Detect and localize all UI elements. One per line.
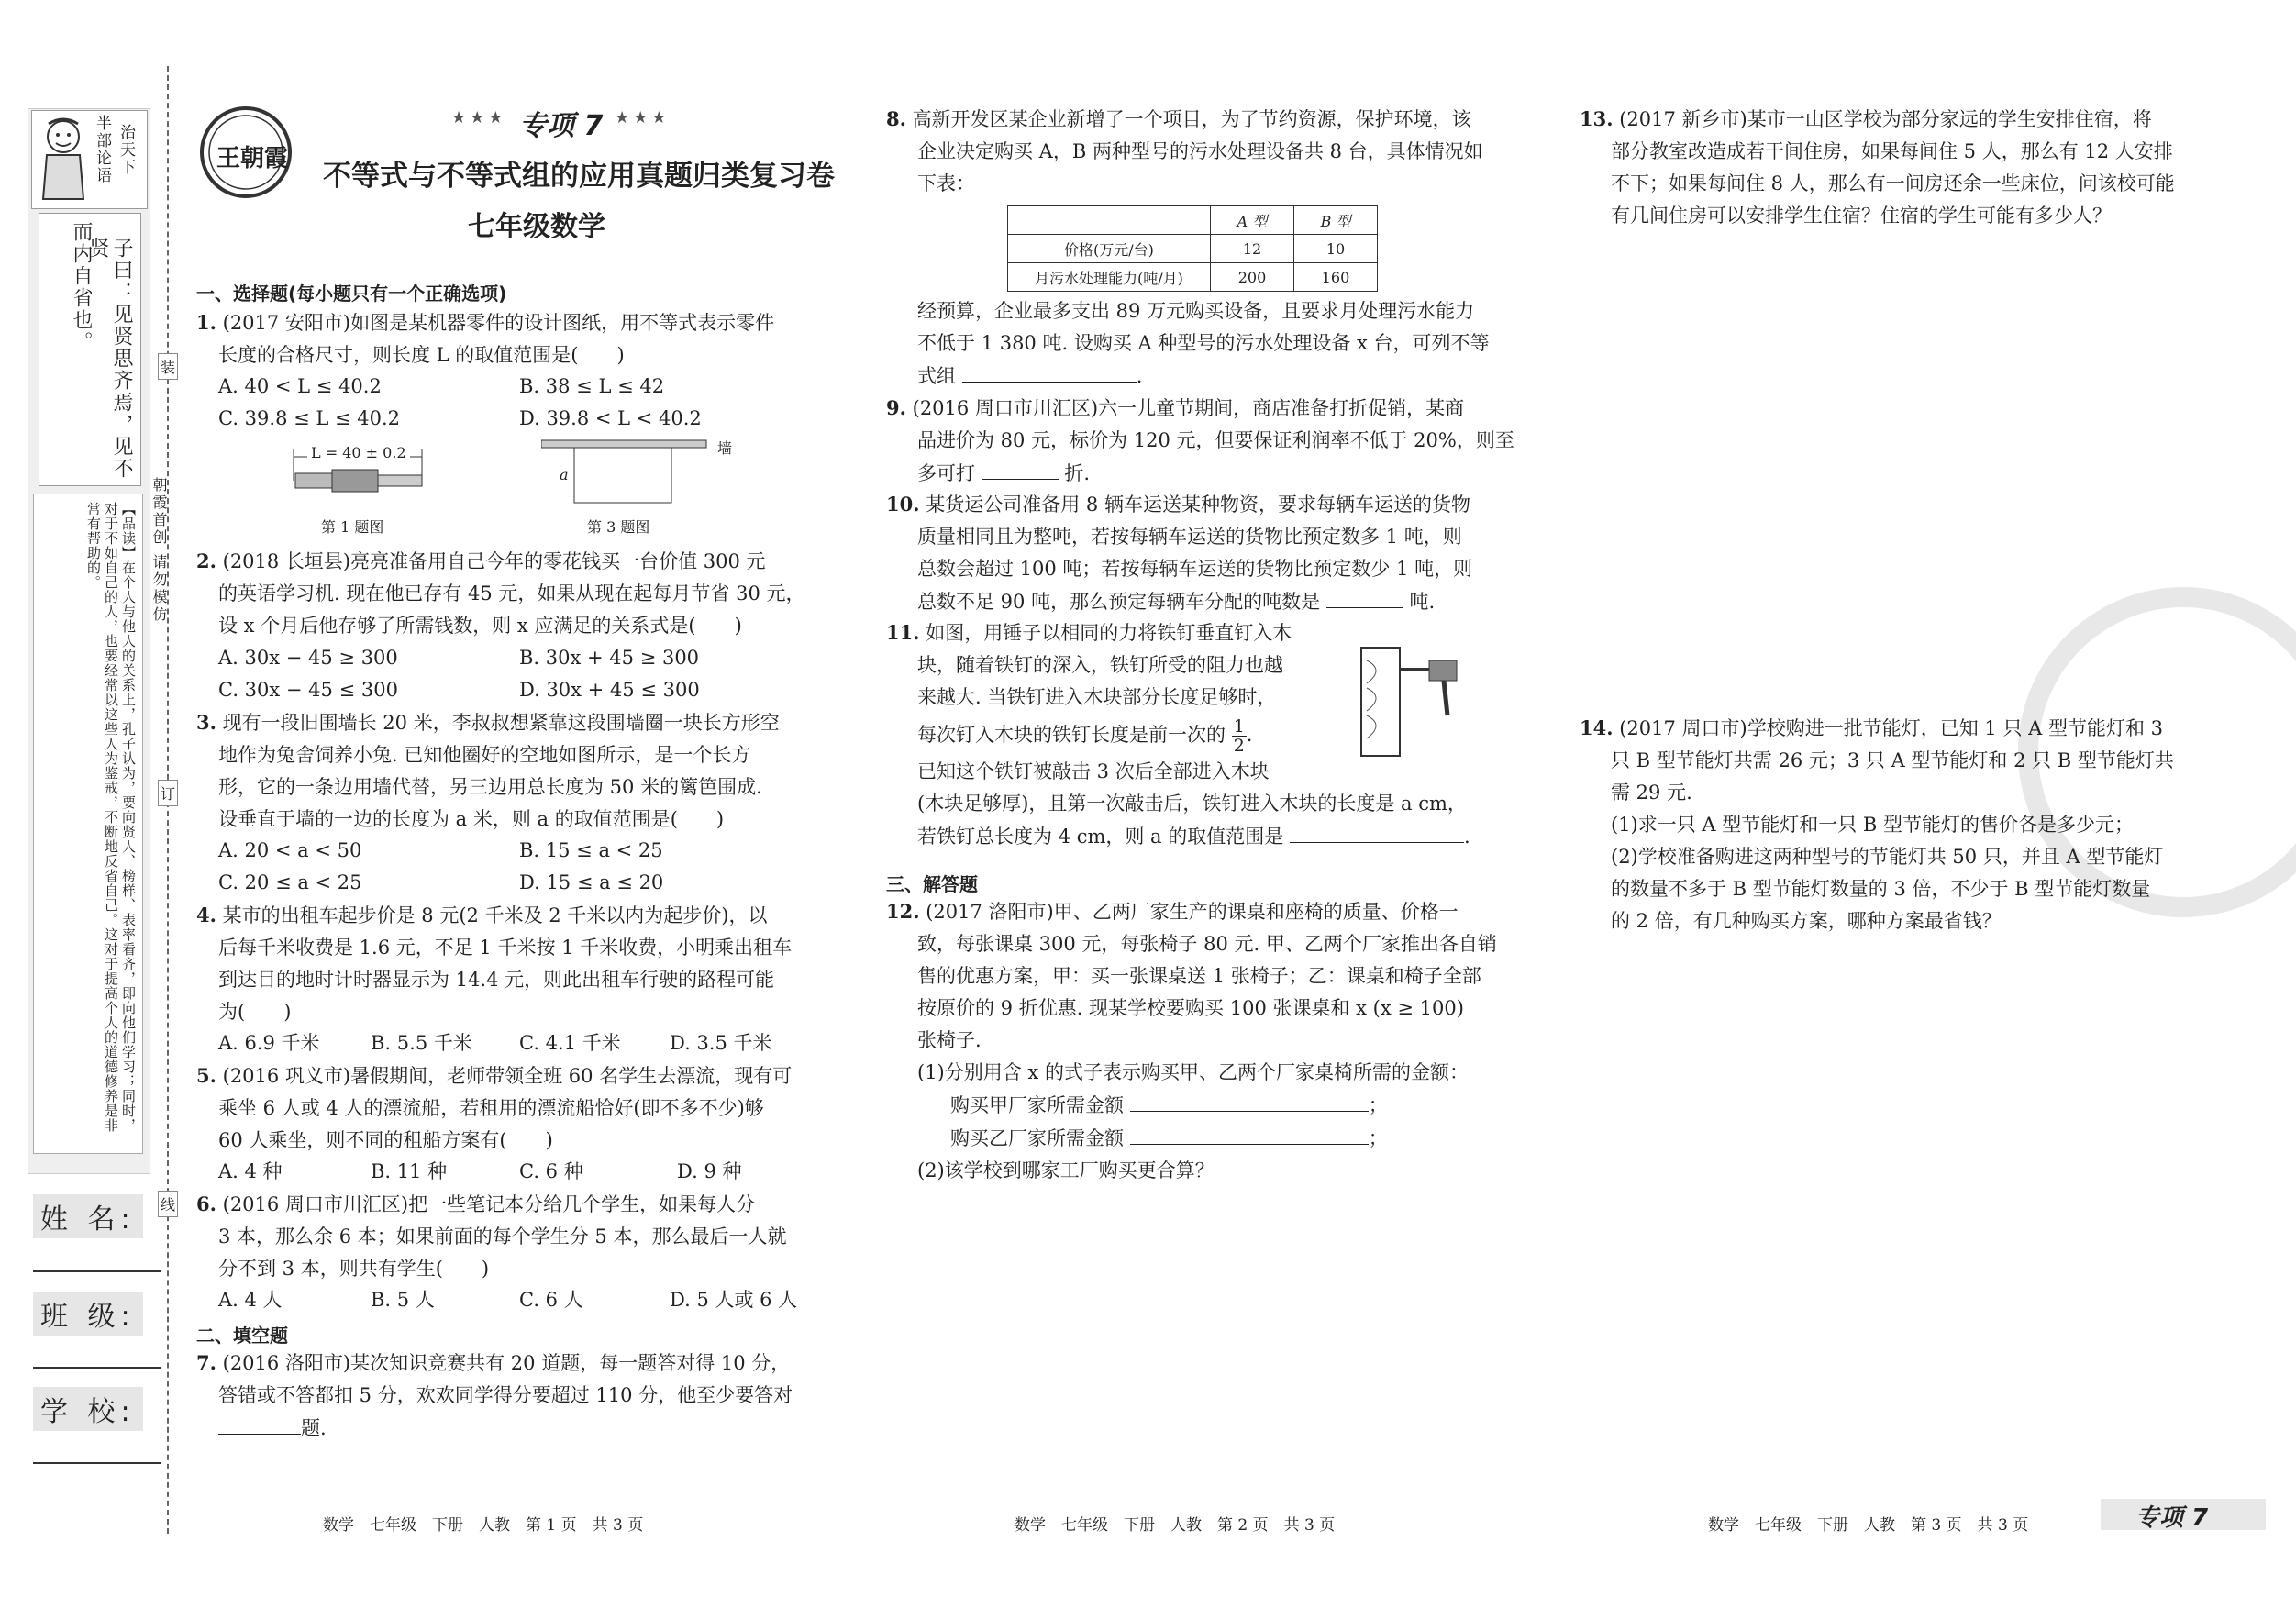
answer-blank-11[interactable] (1290, 820, 1464, 843)
option-6a: A. 4 人 (218, 1289, 283, 1311)
option-4c: C. 4.1 千米 (519, 1032, 621, 1054)
option-4a: A. 6.9 千米 (218, 1032, 320, 1054)
option-4d: D. 3.5 千米 (670, 1032, 772, 1054)
quote-text: 子曰：见贤思齐焉，见不贤 (86, 238, 133, 480)
option-2c: C. 30x − 45 ≤ 300 (218, 679, 398, 701)
question-4: 4. 某市的出租车起步价是 8 元(2 千米及 2 千米以内为起步价)，以 后每千米收费是 1.6 元，不足 1 千米按 1 千米收费，小明乘出租车 到达目的地时计时器显示为 14.4 元，则此出租车行驶的路程可能 为( ) (196, 904, 793, 1023)
question-8-cont: 经预算，企业最多支出 89 万元购买设备，且要求月处理污水能力 不低于 1 380 吨. 设购买 A 种型号的污水处理设备 x 台，可列不等 式组 . (917, 300, 1490, 387)
class-field[interactable] (33, 1367, 161, 1369)
option-6c: C. 6 人 (519, 1289, 583, 1311)
option-6b: B. 5 人 (371, 1289, 435, 1311)
confucius-cartoon-icon (38, 116, 89, 203)
figure-1-caption: 第 1 题图 (321, 518, 384, 536)
option-3b: B. 15 ≤ a < 25 (519, 839, 663, 861)
analects-logo (31, 110, 148, 209)
option-2b: B. 30x + 45 ≥ 300 (519, 647, 700, 669)
option-3d: D. 15 ≤ a ≤ 20 (519, 871, 664, 893)
school-field[interactable] (33, 1462, 161, 1464)
answer-blank-12a[interactable] (1130, 1089, 1369, 1112)
table-row: 月污水处理能力(吨/月) 200 160 (1008, 263, 1378, 292)
footer-topic-tag: 专项 7 (2135, 1504, 2209, 1532)
figure-3-a-label: a (560, 466, 569, 483)
brand-name: 王朝霞 (216, 145, 289, 172)
figure-3-caption: 第 3 题图 (587, 518, 650, 536)
option-1b: B. 38 ≤ L ≤ 42 (519, 375, 665, 397)
option-1c: C. 39.8 ≤ L ≤ 40.2 (218, 407, 401, 429)
logo-text: 半部论语 (93, 115, 111, 184)
question-1: 1. (2017 安阳市)如图是某机器零件的设计图纸，用不等式表示零件 长度的合格尺寸，则长度 L 的取值范围是( ) (196, 311, 775, 366)
footer-page-3: 数学 七年级 下册 人教 第 3 页 共 3 页 (1708, 1516, 2029, 1535)
logo-text-2: 治天下 (116, 124, 135, 176)
answer-blank-8[interactable] (962, 360, 1137, 383)
option-2d: D. 30x + 45 ≤ 300 (519, 679, 700, 701)
option-3c: C. 20 ≤ a < 25 (218, 871, 362, 893)
question-5: 5. (2016 巩义市)暑假期间，老师带领全班 60 名学生去漂流，现有可 乘坐 6 人或 4 人的漂流船，若租用的漂流船恰好(即不多不少)够 60 人乘坐，则不同的租船方案有( ) (196, 1064, 793, 1151)
option-5a: A. 4 种 (218, 1160, 283, 1182)
question-7: 7. (2016 洛阳市)某次知识竞赛共有 20 道题，每一题答对得 10 分， 答错或不答都扣 5 分，欢欢同学得分要超过 110 分，他至少要答对 题. (196, 1351, 793, 1439)
table-header-row: A 型 B 型 (1008, 206, 1378, 235)
cut-mark-2: 订 (158, 780, 178, 806)
figure-1-dimension: L = 40 ± 0.2 (307, 444, 410, 461)
quote-box (39, 213, 141, 486)
question-2: 2. (2018 长垣县)亮亮准备用自己今年的零花钱买一台价值 300 元 的英语学习机. 现在他已存有 45 元，如果从现在起每月节省 30 元， 设 x 个月后他存够了所需钱数，则 x 应满足的关系式是( ) (196, 549, 805, 637)
option-2a: A. 30x − 45 ≥ 300 (218, 647, 398, 669)
option-6d: D. 5 人或 6 人 (670, 1289, 798, 1311)
fraction-half: $\frac{1}{2}$ (1233, 716, 1245, 756)
quote-text-cont: 而内自省也。 (70, 221, 93, 353)
answer-blank-9[interactable] (982, 457, 1059, 480)
option-5d: D. 9 种 (677, 1160, 742, 1182)
seal-mark: 朝霞首创 请勿模仿 (150, 477, 168, 625)
answer-blank-12b[interactable] (1130, 1122, 1369, 1145)
class-label: 班 级: (33, 1292, 143, 1336)
option-1d: D. 39.8 < L < 40.2 (519, 407, 702, 429)
question-14: 14. (2017 周口市)学校购进一批节能灯，已知 1 只 A 型节能灯和 3 只 B 型节能灯共需 26 元；3 只 A 型节能灯和 2 只 B 型节能灯共 需 29 元. (1)求一只 A 型节能灯和一只 B 型节能灯的售价各是多少元； (2)学校准备购进这两种型号的节能灯共 50 只，并且 A 型节能灯 的数量不多于 B 型节能灯数量的 3 倍，不少于 B 型节能灯数量 的 2 倍，有几种购买方案，哪种方案最省钱？ (1580, 716, 2174, 932)
commentary-box (33, 494, 143, 1154)
option-5b: B. 11 种 (371, 1160, 448, 1182)
question-8: 8. 高新开发区某企业新增了一个项目，为了节约资源，保护环境，该 企业决定购买 A，B 两种型号的污水处理设备共 8 台，具体情况如 下表： (886, 107, 1483, 194)
answer-blank-10[interactable] (1326, 585, 1403, 608)
question-12: 12. (2017 洛阳市)甲、乙两厂家生产的课桌和座椅的质量、价格一 致，每张课桌 300 元，每张椅子 80 元. 甲、乙两个厂家推出各自销 售的优惠方案，甲：买一张课桌送 1 张椅子；乙：课桌和椅子全部 按原价的 9 折优惠. 现某学校要购买 100 张课桌和 x (x ≥ 100) 张椅子. (1)分别用含 x 的式子表示购买甲、乙两个厂家桌椅所需的金额： 购买甲厂家所需金额 ； 购买乙厂家所需金额 ； (2)该学校到哪家工厂购买更合算？ (886, 900, 1497, 1181)
name-label: 姓 名: (33, 1194, 143, 1238)
question-10: 10. 某货运公司准备用 8 辆车运送某种物资，要求每辆车运送的货物 质量相同且为整吨，若按每辆车运送的货物比预定数多 1 吨，则 总数会超过 100 吨；若按每辆车运送的货物比预定数少 1 吨，则 总数不足 90 吨，那么预定每辆车分配的吨数是 吨. (886, 493, 1473, 613)
table-row: 价格(万元/台) 12 10 (1008, 235, 1378, 263)
option-3a: A. 20 < a < 50 (218, 839, 362, 861)
page-subtitle: 七年级数学 (468, 211, 605, 243)
question-13: 13. (2017 新乡市)某市一山区学校为部分家远的学生安排住宿，将 部分教室改造成若干间住房，如果每间住 5 人，那么有 12 人安排 不下；如果每间住 8 人，那么有一间房还余一些床位，问该校可能 有几间住房可以安排学生住宿？住宿的学生可能有多少人？ (1580, 107, 2175, 227)
option-5c: C. 6 种 (519, 1160, 583, 1182)
footer-page-1: 数学 七年级 下册 人教 第 1 页 共 3 页 (323, 1516, 644, 1535)
hammer-nail-figure (1358, 642, 1468, 761)
section-fill: 二、填空题 (196, 1325, 288, 1347)
footer-page-2: 数学 七年级 下册 人教 第 2 页 共 3 页 (1015, 1516, 1336, 1535)
section-choice: 一、选择题(每小题只有一个正确选项) (196, 283, 507, 305)
cut-mark-1: 装 (158, 353, 178, 380)
topic-stars-left: ★★★ (451, 108, 507, 128)
answer-blank-7[interactable] (218, 1412, 301, 1435)
question-3: 3. 现有一段旧围墙长 20 米，李叔叔想紧靠这段围墙圈一块长方形空 地作为兔舍饲养小兔. 已知他圈好的空地如图所示，是一个长方 形，它的一条边用墙代替，另三边用总长度为 50 米的篱笆围成. 设垂直于墙的一边的长度为 a 米，则 a 的取值范围是( ) (196, 711, 780, 830)
option-1a: A. 40 < L ≤ 40.2 (218, 375, 382, 397)
section-answer: 三、解答题 (886, 873, 978, 895)
equipment-table (1007, 205, 1378, 292)
school-label: 学 校: (33, 1387, 143, 1431)
topic-stars-right: ★★★ (615, 108, 671, 128)
cut-mark-3: 线 (158, 1191, 178, 1217)
topic-label: 专项 7 (519, 110, 604, 142)
question-11: 11. 如图，用锤子以相同的力将铁钉垂直钉入木 块，随着铁钉的深入，铁钉所受的阻力也越 来越大. 当铁钉进入木块部分长度足够时， 每次钉入木块的铁钉长度是前一次的 $\frac{1}{2}$ . 已知这个铁钉被敲击 3 次后全部进入木块 (木块足够厚)，且第一次敲击后，铁钉进入木块的长度是 a cm， 若铁钉总长度为 4 cm，则 a 的取值范围是 . (886, 621, 1470, 848)
question-6: 6. (2016 周口市川汇区)把一些笔记本分给几个学生，如果每人分 3 本，那么余 6 本；如果前面的每个学生分 5 本，那么最后一人就 分不到 3 本，则共有学生( ) (196, 1192, 787, 1280)
question-9: 9. (2016 周口市川汇区)六一儿童节期间，商店准备打折促销，某商 品进价为 80 元，标价为 120 元，但要保证利润率不低于 20%，则至 多可打 折. (886, 396, 1514, 484)
page-title: 不等式与不等式组的应用真题归类复习卷 (323, 160, 835, 193)
commentary-text: 【品读】在个人与他人的关系上，孔子认为，要向贤人、榜样、表率看齐，即向他们学习；同时，对于不如自己的人，也要经常以这些人为鉴戒，不断地反省自己。这对于提高个人的道德修养是非常有帮助的。 (85, 502, 137, 1133)
option-4b: B. 5.5 千米 (371, 1032, 472, 1054)
figure-3-wall-label: 墙 (717, 439, 733, 457)
name-field[interactable] (33, 1270, 161, 1272)
